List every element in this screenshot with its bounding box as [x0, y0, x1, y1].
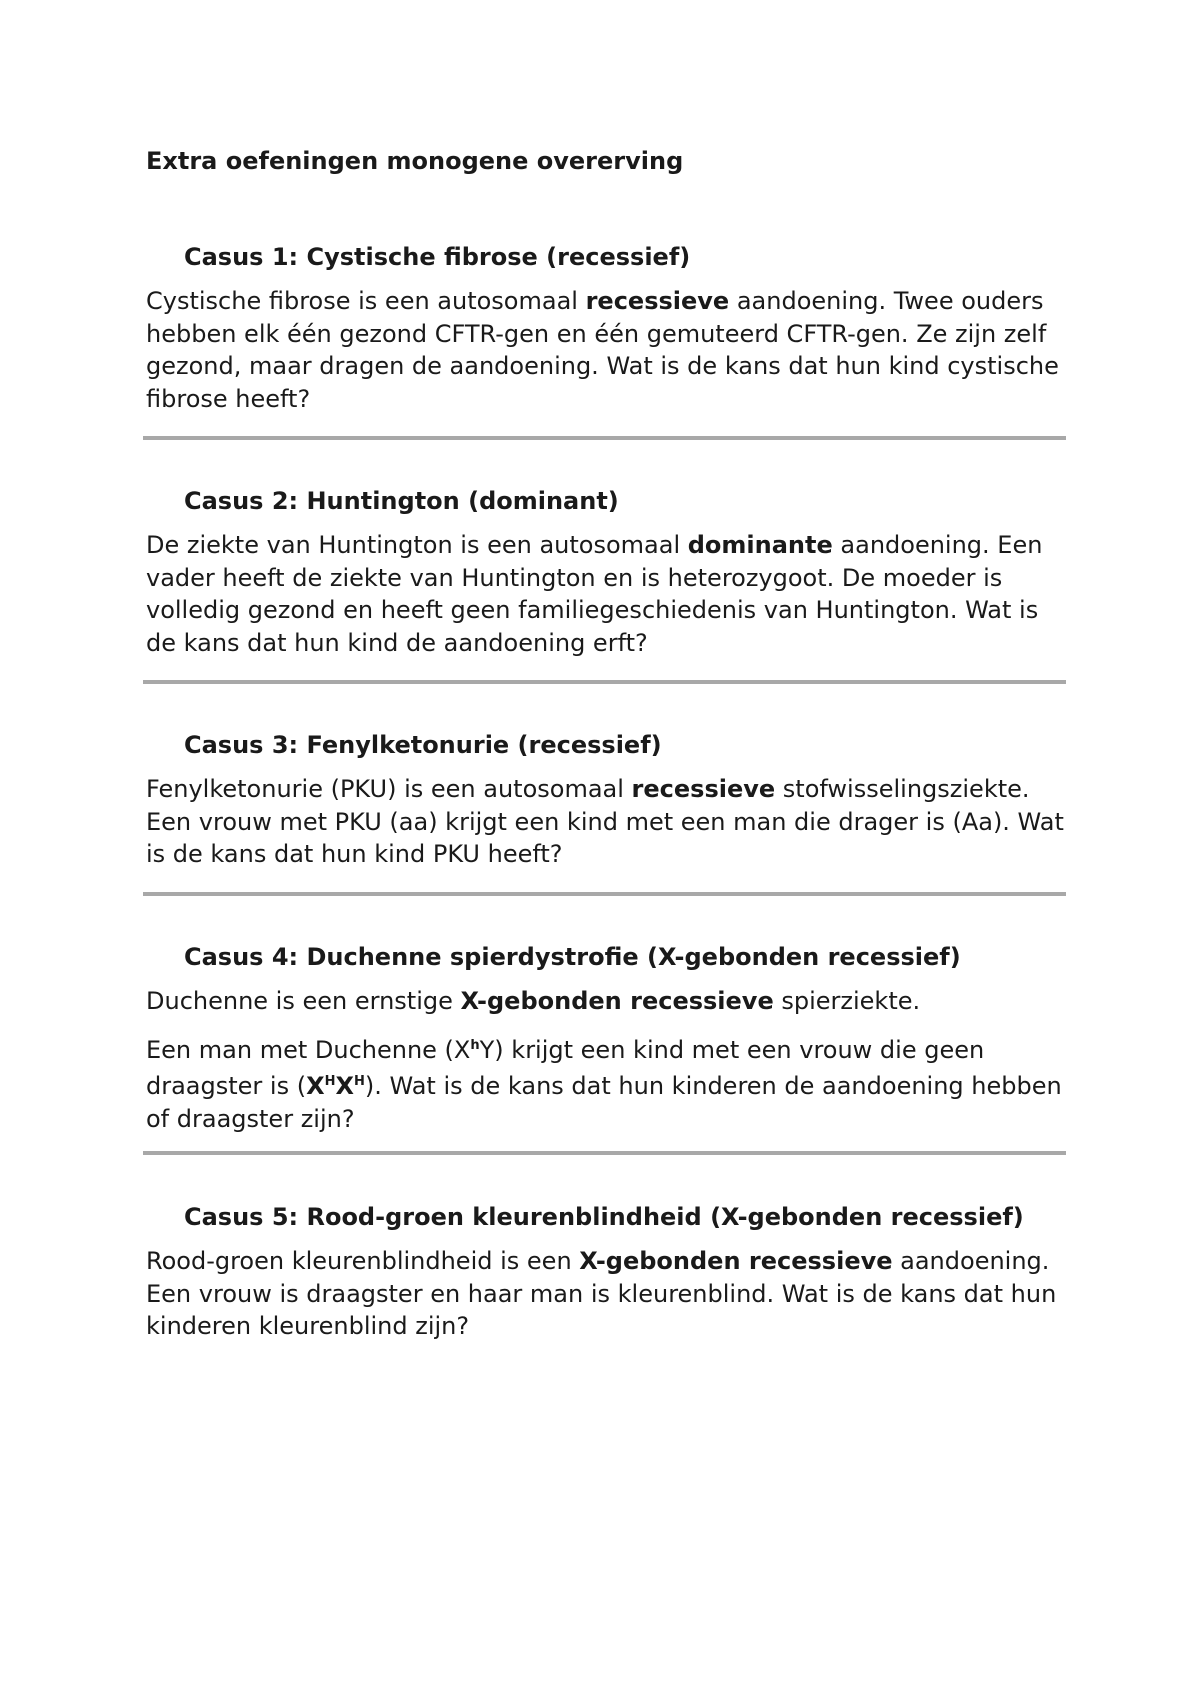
superscript: H	[354, 1074, 365, 1089]
text-run: spierziekte.	[773, 987, 921, 1015]
emphasis-text: X-gebonden recessieve	[579, 1247, 893, 1275]
text-run: Y) krijgt een kind met een vrouw die geen draagster is (	[146, 1035, 985, 1100]
separator	[143, 680, 1066, 684]
case-4-text-2	[146, 1030, 1066, 1136]
case-1	[146, 241, 1066, 427]
genotype-text: X	[306, 1072, 325, 1100]
text-run: aandoening. Een vrouw is draagster en haar man is kleurenblind. Wat is de kans dat hun kinderen kleurenblind zijn?	[146, 1247, 1057, 1340]
case-3	[146, 729, 1066, 883]
text-run: De ziekte van Huntington is een autosomaal	[146, 531, 688, 559]
case-1-text	[146, 285, 1066, 415]
text-run: aandoening. Twee ouders hebben elk één gezond CFTR-gen en één gemuteerd CFTR-gen. Ze zijn zelf gezond, maar dragen de aandoening. Wat is de kans dat hun kind cystische fibrose heeft?	[146, 287, 1059, 413]
case-4-text	[146, 985, 1066, 1018]
superscript: H	[324, 1074, 336, 1089]
case-5	[146, 1201, 1066, 1355]
text-run: stofwisselingsziekte. Een vrouw met PKU (aa) krijgt een kind met een man die drager is (Aa). Wat is de kans dat hun kind PKU heeft?	[146, 775, 1064, 868]
text-run: aandoening. Een vader heeft de ziekte van Huntington en is heterozygoot. De moeder is volledig gezond en heeft geen familiegeschiedenis van Huntington. Wat is de kans dat hun kind de aandoening erft?	[146, 531, 1043, 657]
separator	[143, 892, 1066, 896]
text-run: Duchenne is een ernstige	[146, 987, 461, 1015]
case-2-title: Casus 2: Huntington (dominant)	[184, 487, 619, 515]
case-1-title: Casus 1: Cystische fibrose (recessief)	[184, 243, 691, 271]
text-run: Een man met Duchenne (X	[146, 1035, 471, 1064]
emphasis-text: recessieve	[631, 775, 776, 803]
emphasis-text: dominante	[687, 531, 833, 559]
genotype-text: X	[335, 1072, 355, 1100]
text-run: Rood-groen kleurenblindheid is een	[146, 1247, 580, 1275]
case-3-title: Casus 3: Fenylketonurie (recessief)	[184, 731, 662, 759]
case-3-text	[146, 773, 1066, 871]
superscript: h	[470, 1037, 480, 1053]
emphasis-text: X-gebonden recessieve	[460, 987, 774, 1015]
text-run: Fenylketonurie (PKU) is een autosomaal	[146, 775, 632, 803]
case-2	[146, 485, 1066, 671]
text-run: Cystische fibrose is een autosomaal	[146, 287, 586, 315]
separator	[143, 1151, 1066, 1155]
case-5-title: Casus 5: Rood-groen kleurenblindheid (X-gebonden recessief)	[184, 1203, 1024, 1231]
emphasis-text: recessieve	[585, 287, 730, 315]
case-5-text	[146, 1245, 1066, 1343]
case-2-text	[146, 529, 1066, 659]
case-4	[146, 941, 1066, 1147]
separator	[143, 436, 1066, 440]
text-run: ). Wat is de kans dat hun kinderen de aandoening hebben of draagster zijn?	[146, 1072, 1062, 1133]
document-title: Extra oefeningen monogene overerving	[146, 147, 684, 175]
case-4-title: Casus 4: Duchenne spierdystrofie (X-gebonden recessief)	[184, 943, 961, 971]
